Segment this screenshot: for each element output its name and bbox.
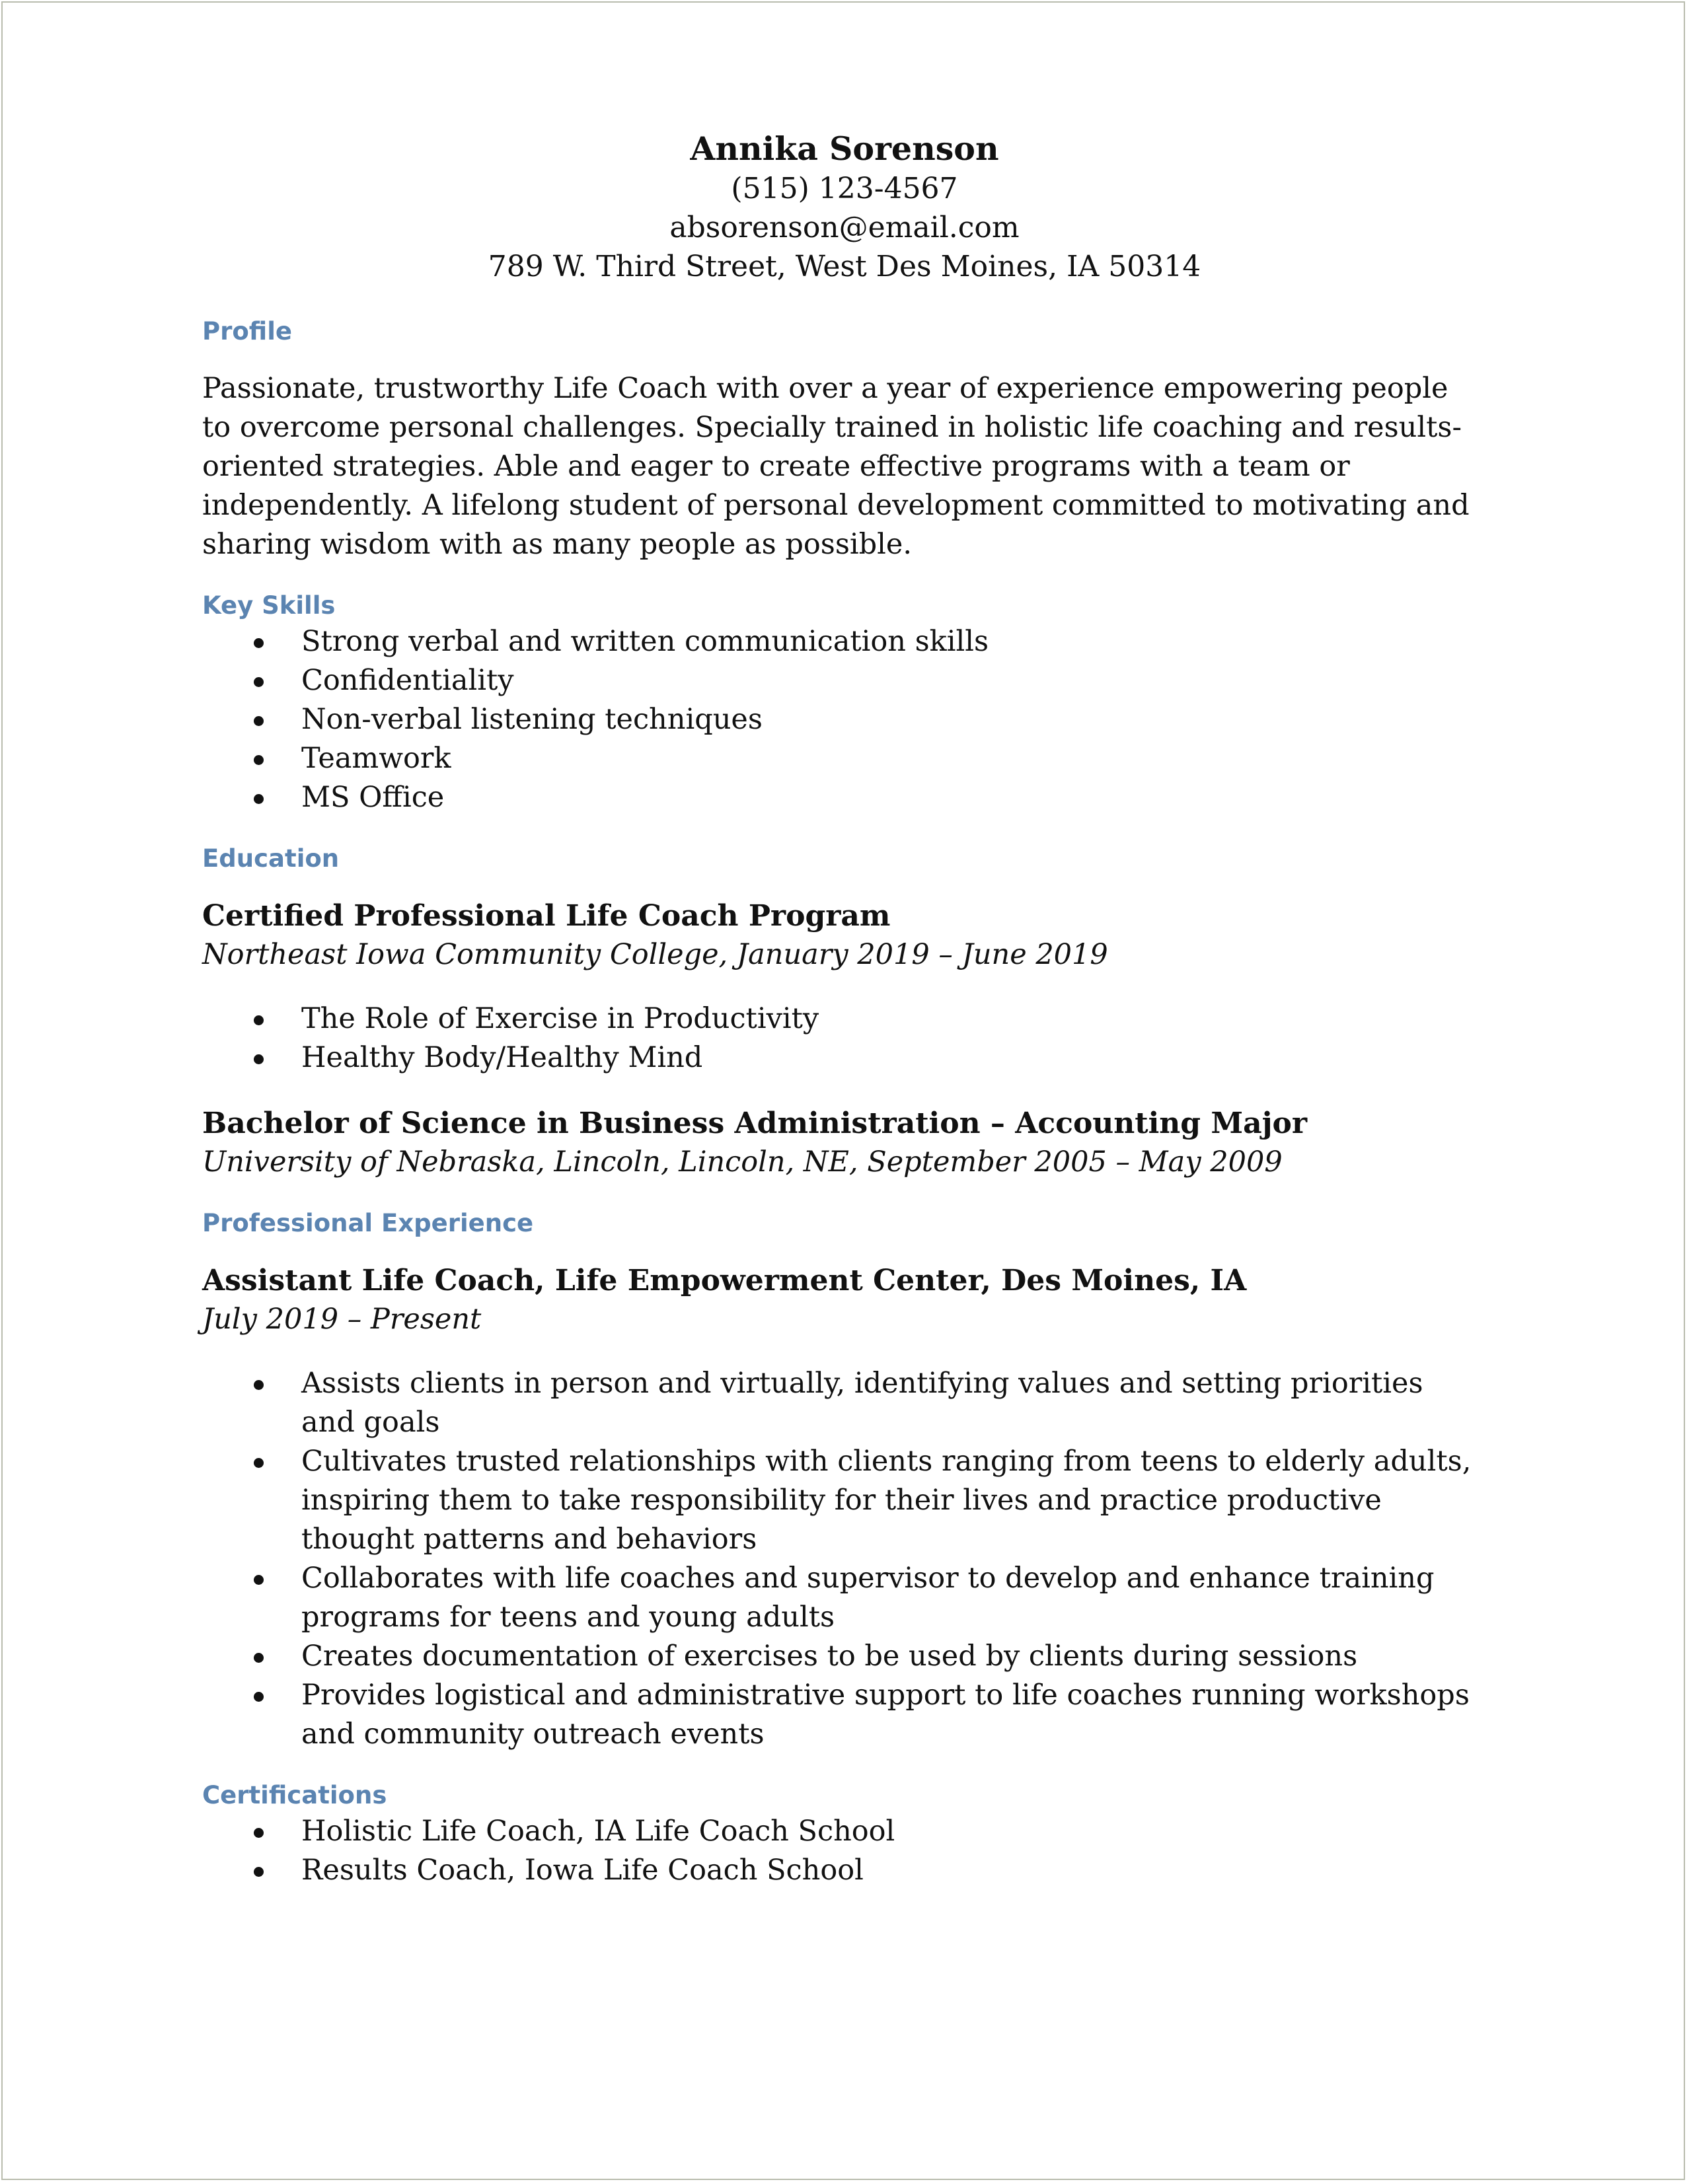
bullet-icon (254, 638, 264, 648)
job-duties-list (202, 1364, 1484, 1754)
certification-item: Results Coach, Iowa Life Coach School (202, 1851, 1497, 1890)
section-heading-certifications: Certifications (202, 1781, 387, 1809)
certifications-list (202, 1812, 1497, 1890)
bullet-icon (254, 1054, 264, 1064)
section-heading-experience: Professional Experience (202, 1209, 534, 1237)
profile-summary: Passionate, trustworthy Life Coach with over a year of experience empowering people to overcome personal challenges. Specially trained in holistic life coaching and results-oriented strategies. Able and eager to create effective programs with a team or independently. A lifelong student of personal development committed to motivating and sharing wisdom with as many people as possible. (202, 372, 1470, 561)
certification-item: Holistic Life Coach, IA Life Coach School (202, 1812, 1497, 1851)
skill-item: Teamwork (202, 739, 1497, 778)
education-entry-title: Certified Professional Life Coach Program (202, 899, 891, 933)
bullet-icon (254, 1867, 264, 1877)
candidate-name: Annika Sorenson (690, 129, 999, 168)
bullet-icon (254, 1015, 264, 1025)
job-dates: July 2019 – Present (202, 1303, 482, 1336)
skills-list (202, 622, 1497, 817)
duty-item: Creates documentation of exercises to be used by clients during sessions (202, 1637, 1484, 1676)
education-entry-details: University of Nebraska, Lincoln, Lincoln, NE, September 2005 – May 2009 (202, 1146, 1283, 1179)
duty-item: Provides logistical and administrative support to life coaches running workshops and community outreach events (202, 1676, 1484, 1754)
email-address: absorenson@email.com (669, 211, 1020, 244)
bullet-icon (254, 1692, 264, 1702)
job-title: Assistant Life Coach, Life Empowerment Center, Des Moines, IA (202, 1264, 1247, 1297)
education-entry-details: Northeast Iowa Community College, January 2019 – June 2019 (202, 938, 1108, 971)
bullet-icon (254, 677, 264, 687)
course-item: The Role of Exercise in Productivity (202, 1000, 1497, 1038)
street-address: 789 W. Third Street, West Des Moines, IA 50314 (488, 250, 1201, 283)
bullet-icon (254, 1653, 264, 1663)
skill-item: Non-verbal listening techniques (202, 700, 1497, 739)
bullet-icon (254, 1828, 264, 1838)
duty-item: Cultivates trusted relationships with clients ranging from teens to elderly adults, inspiring them to take responsibility for their lives and practice productive thought patterns and behaviors (202, 1442, 1484, 1559)
skill-item: MS Office (202, 778, 1497, 817)
education-course-list (202, 1000, 1497, 1077)
duty-item: Assists clients in person and virtually, identifying values and setting priorities and goals (202, 1364, 1484, 1442)
section-heading-profile: Profile (202, 317, 292, 346)
bullet-icon (254, 755, 264, 765)
education-entry-title: Bachelor of Science in Business Administration – Accounting Major (202, 1107, 1308, 1140)
resume-page (1, 1, 1685, 2180)
phone-number: (515) 123-4567 (731, 172, 958, 205)
skill-item: Confidentiality (202, 661, 1497, 700)
course-item: Healthy Body/Healthy Mind (202, 1038, 1497, 1077)
bullet-icon (254, 1458, 264, 1468)
bullet-icon (254, 1575, 264, 1585)
skill-item: Strong verbal and written communication skills (202, 622, 1497, 661)
section-heading-key-skills: Key Skills (202, 591, 336, 620)
bullet-icon (254, 1380, 264, 1390)
resume-header (3, 128, 1686, 286)
resume-content (202, 128, 1497, 1890)
duty-item: Collaborates with life coaches and supervisor to develop and enhance training programs for teens and young adults (202, 1559, 1484, 1637)
bullet-icon (254, 794, 264, 804)
section-heading-education: Education (202, 844, 340, 873)
bullet-icon (254, 716, 264, 726)
